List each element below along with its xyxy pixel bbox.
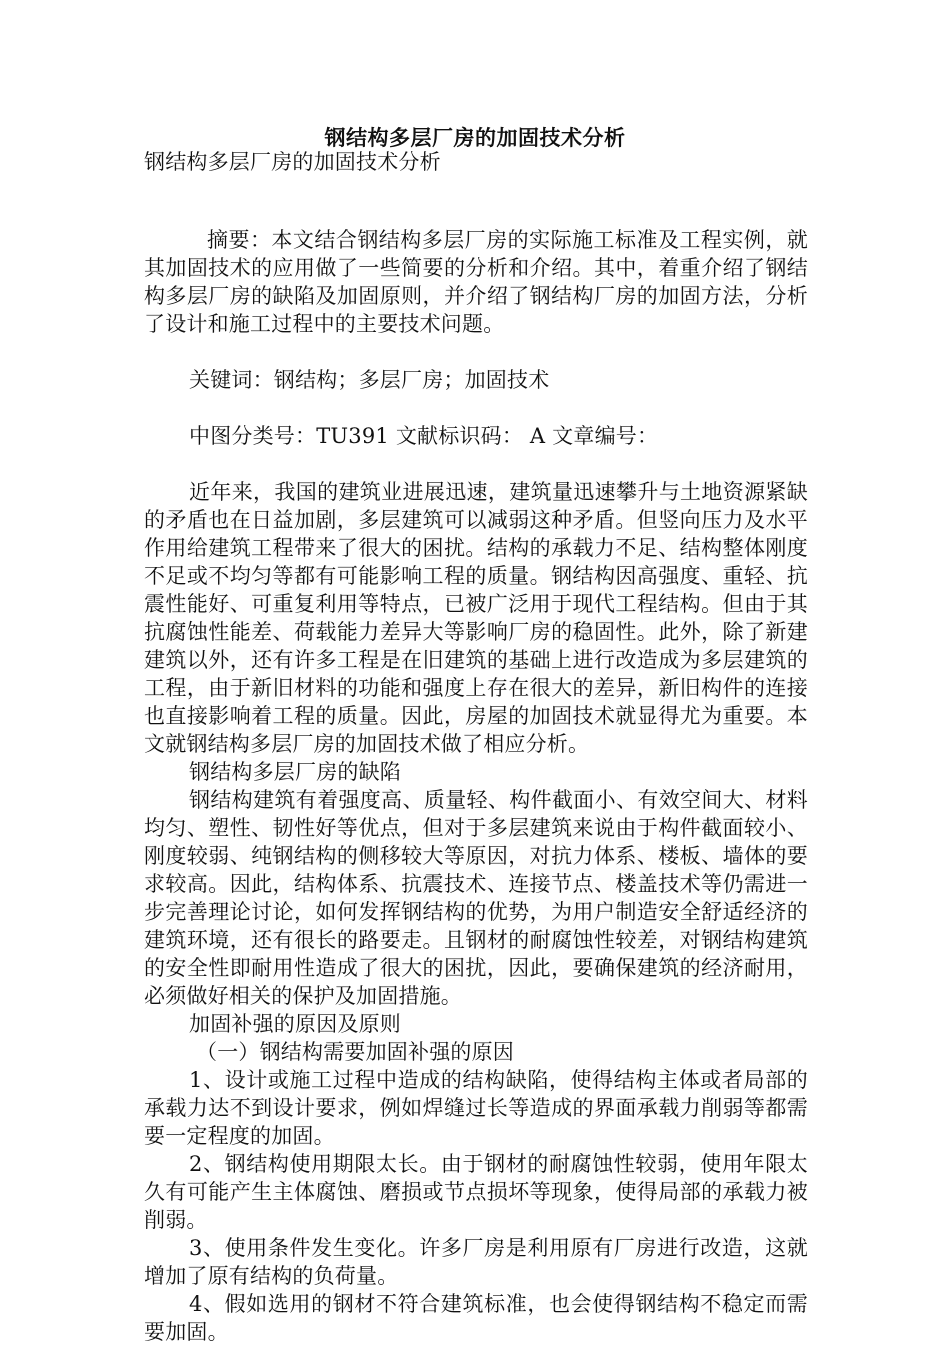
classification-line: 中图分类号：TU391 文献标识码： A 文章编号： [189, 424, 659, 448]
intro-paragraph: 近年来，我国的建筑业进展迅速，建筑量迅速攀升与土地资源紧缺的矛盾也在日益加剧，多层建筑可以减弱这种矛盾。但竖向压力及水平作用给建筑工程带来了很大的困扰。结构的承载力不足、结构整体刚度不足或不均匀等都有可能影响工程的质量。钢结构因高强度、重轻、抗震性能好、可重复利用等特点，已被广泛用于现代工程结构。但由于其抗腐蚀性能差、荷载能力差异大等影响厂房的稳固性。此外，除了新建建筑以外，还有许多工程是在旧建筑的基础上进行改造成为多层建筑的工程，由于新旧材料的功能和强度上存在很大的差异，新旧构件的连接也直接影响着工程的质量。因此，房屋的加固技术就显得尤为重要。本文就钢结构多层厂房的加固技术做了相应分析。 [144, 480, 808, 756]
document-title: 钢结构多层厂房的加固技术分析 [324, 126, 626, 150]
section-heading-reinforcement: 加固补强的原因及原则 [189, 1012, 401, 1036]
list-item-3: 3、使用条件发生变化。许多厂房是利用原有厂房进行改造，这就增加了原有结构的负荷量。 [144, 1236, 808, 1288]
list-item-2: 2、钢结构使用期限太长。由于钢材的耐腐蚀性较弱，使用年限太久有可能产生主体腐蚀、磨损或节点损坏等现象，使得局部的承载力被削弱。 [144, 1152, 808, 1232]
list-item-4: 4、假如选用的钢材不符合建筑标准，也会使得钢结构不稳定而需要加固。 [144, 1292, 808, 1344]
keywords-line: 关键词：钢结构；多层厂房；加固技术 [189, 368, 550, 392]
subsection-heading-reasons: （一）钢结构需要加固补强的原因 [196, 1040, 514, 1064]
document-body [144, 148, 808, 1346]
list-item-1: 1、设计或施工过程中造成的结构缺陷，使得结构主体或者局部的承载力达不到设计要求，例如焊缝过长等造成的界面承载力削弱等都需要一定程度的加固。 [144, 1068, 808, 1148]
section-body-defects: 钢结构建筑有着强度高、质量轻、构件截面小、有效空间大、材料均匀、塑性、韧性好等优点，但对于多层建筑来说由于构件截面较小、刚度较弱、纯钢结构的侧移较大等原因，对抗力体系、楼板、墙体的要求较高。因此，结构体系、抗震技术、连接节点、楼盖技术等仍需进一步完善理论讨论，如何发挥钢结构的优势，为用户制造安全舒适经济的建筑环境，还有很长的路要走。且钢材的耐腐蚀性较差，对钢结构建筑的安全性即耐用性造成了很大的困扰，因此，要确保建筑的经济耐用，必须做好相关的保护及加固措施。 [144, 788, 808, 1008]
abstract-paragraph: 摘要：本文结合钢结构多层厂房的实际施工标准及工程实例，就其加固技术的应用做了一些简要的分析和介绍。其中，着重介绍了钢结构多层厂房的缺陷及加固原则，并介绍了钢结构厂房的加固方法，分析了设计和施工过程中的主要技术问题。 [144, 228, 808, 336]
document-subtitle: 钢结构多层厂房的加固技术分析 [144, 150, 441, 174]
section-heading-defects: 钢结构多层厂房的缺陷 [189, 760, 401, 784]
